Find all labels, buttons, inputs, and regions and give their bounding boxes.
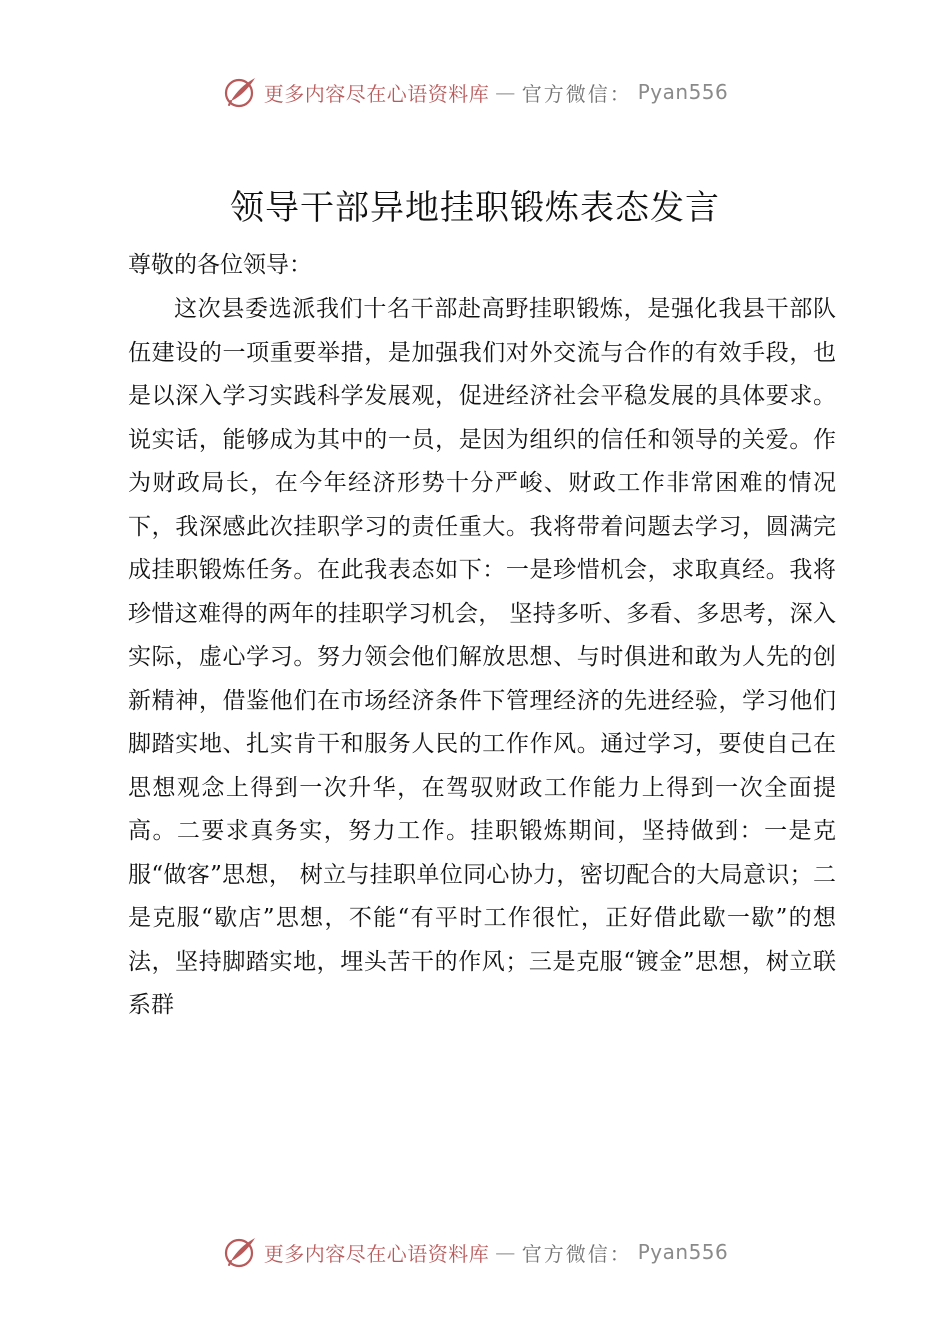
header-banner xyxy=(0,72,950,112)
document-title: 领导干部异地挂职锻炼表态发言 xyxy=(230,188,720,228)
banner-text: 更多内容尽在心语资料库 xyxy=(263,1241,490,1266)
banner-wechat-label: 官方微信： xyxy=(521,81,632,106)
banner-separator: — xyxy=(495,1240,516,1264)
banner-wechat-label: 官方微信： xyxy=(521,1241,632,1266)
salutation: 尊敬的各位领导： xyxy=(128,252,312,278)
banner-wechat-id: Pyan556 xyxy=(637,1240,729,1264)
body-paragraph: 这次县委选派我们十名干部赴高野挂职锻炼，是强化我县干部队伍建设的一项重要举措，是加强我们对外交流与合作的有效手段，也是以深入学习实践科学发展观，促进经济社会平稳发展的具体要求。说实话，能够成为其中的一员，是因为组织的信任和领导的关爱。作为财政局长，在今年经济形势十分严峻、财政工作非常困难的情况下，我深感此次挂职学习的责任重大。我将带着问题去学习，圆满完成挂职锻炼任务。在此我表态如下：一是珍惜机会，求取真经。我将珍惜这难得的两年的挂职学习机会， 坚持多听、多看、多思考，深入实际，虚心学习。努力领会他们解放思想、与时俱进和敢为人先的创新精神，借鉴他们在市场经济条件下管理经济的先进经验，学习他们脚踏实地、扎实肯干和服务人民的工作作风。通过学习，要使自己在思想观念上得到一次升华，在驾驭财政工作能力上得到一次全面提高。二要求真务实，努力工作。挂职锻炼期间，坚持做到：一是克服“做客”思想， 树立与挂职单位同心协力，密切配合的大局意识；二是克服“歇店”思想，不能“有平时工作很忙，正好借此歇一歇”的想法，坚持脚踏实地，埋头苦干的作风；三是克服“镀金”思想，树立联系群 xyxy=(128,296,836,1018)
quill-logo-icon xyxy=(222,1234,258,1270)
quill-logo-icon xyxy=(222,74,258,110)
banner-text: 更多内容尽在心语资料库 xyxy=(263,81,490,106)
banner-wechat-id: Pyan556 xyxy=(637,80,729,104)
footer-banner xyxy=(0,1232,950,1272)
banner-separator: — xyxy=(495,80,516,104)
